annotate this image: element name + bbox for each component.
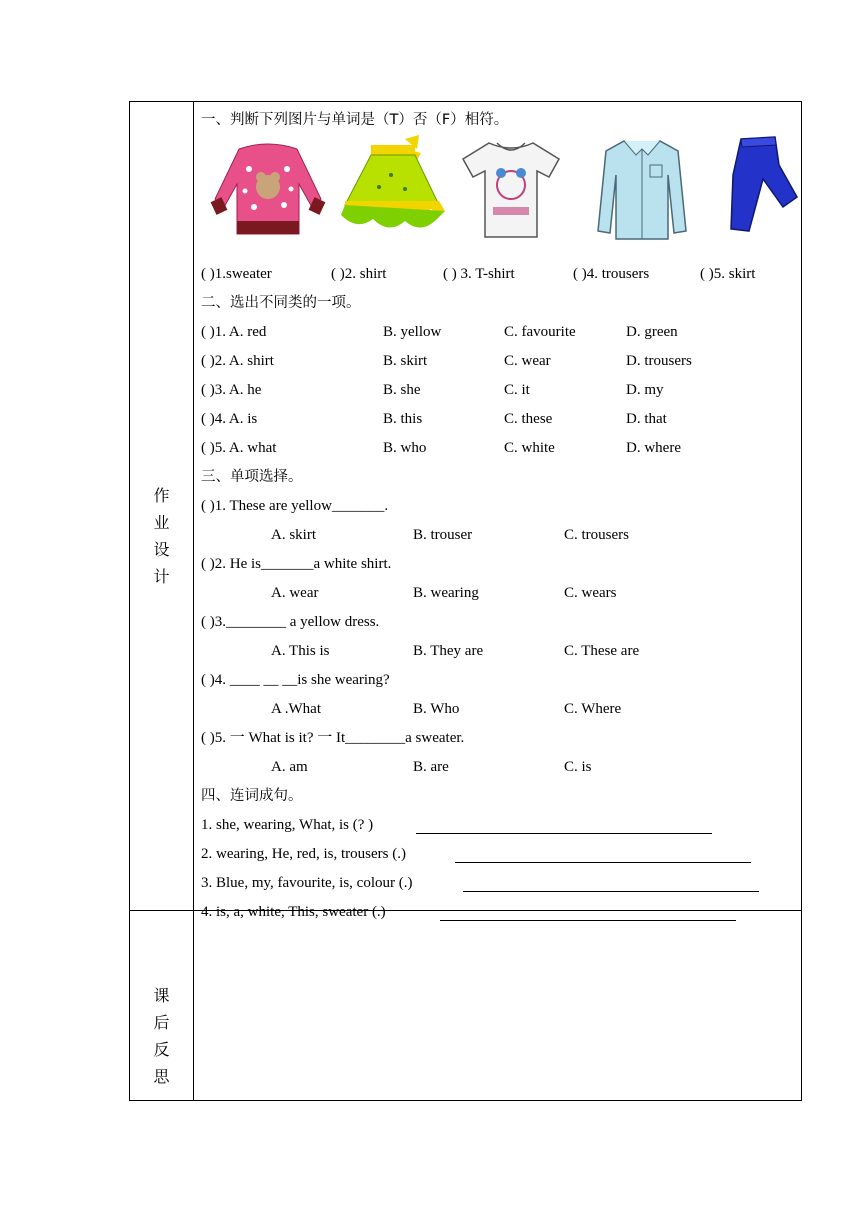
option-b[interactable]: B. trouser (413, 527, 473, 543)
odd-one-out-row (201, 376, 801, 405)
clothing-pictures (201, 135, 801, 260)
option-a[interactable]: A .What (271, 701, 321, 717)
answer-line-2[interactable] (455, 848, 751, 863)
option-c: C. it (504, 382, 530, 398)
homework-label: 作 业 设 计 (153, 486, 182, 586)
tf-item-2[interactable]: ( )2. shirt (331, 266, 387, 282)
option-b: B. this (383, 411, 423, 427)
question-number[interactable]: ( )3. A. he (201, 382, 262, 398)
answer-line-1[interactable] (416, 819, 712, 834)
option-d: D. that (626, 411, 667, 427)
choice-question[interactable]: ( )5. 一 What is it? 一 It________a sweater. (201, 730, 465, 746)
trousers-picture (719, 135, 801, 239)
answer-line-3[interactable] (463, 877, 759, 892)
odd-one-out-row (201, 434, 801, 463)
choice-options (201, 637, 801, 666)
shirt-picture (594, 135, 690, 241)
homework-content (201, 106, 801, 927)
option-c: C. favourite (504, 324, 576, 340)
skirt-picture (331, 135, 449, 239)
option-d: D. where (626, 440, 681, 456)
option-a[interactable]: A. am (271, 759, 308, 775)
worksheet-table (129, 101, 802, 1101)
option-c: C. white (504, 440, 555, 456)
reorder-item-3: 3. Blue, my, favourite, is, colour (.) (201, 869, 801, 898)
option-b: B. yellow (383, 324, 442, 340)
reorder-item-4: 4. is, a, white, This, sweater (.) (201, 898, 801, 927)
option-b[interactable]: B. are (413, 759, 449, 775)
option-c[interactable]: C. wears (564, 585, 617, 601)
t-shirt-picture (459, 137, 563, 241)
option-d: D. green (626, 324, 678, 340)
odd-one-out-row (201, 347, 801, 376)
choice-question[interactable]: ( )2. He is_______a white shirt. (201, 556, 392, 572)
option-b: B. who (383, 440, 427, 456)
choice-question[interactable]: ( )4. ____ __ __is she wearing? (201, 672, 390, 688)
question-number[interactable]: ( )1. A. red (201, 324, 267, 340)
question-number[interactable]: ( )4. A. is (201, 411, 258, 427)
tf-item-3[interactable]: ( ) 3. T-shirt (443, 266, 515, 282)
option-a[interactable]: A. skirt (271, 527, 316, 543)
option-b[interactable]: B. They are (413, 643, 484, 659)
choice-question[interactable]: ( )1. These are yellow_______. (201, 498, 389, 514)
tf-item-4[interactable]: ( )4. trousers (573, 266, 650, 282)
option-b[interactable]: B. wearing (413, 585, 479, 601)
option-c[interactable]: C. These are (564, 643, 640, 659)
odd-one-out-row (201, 318, 801, 347)
sweater-picture (209, 139, 327, 239)
section4-title: 四、连词成句。 (201, 788, 303, 804)
tf-item-1[interactable]: ( )1.sweater (201, 266, 272, 282)
option-c[interactable]: C. is (564, 759, 592, 775)
reorder-item-2: 2. wearing, He, red, is, trousers (.) (201, 840, 801, 869)
option-c: C. these (504, 411, 553, 427)
choice-options (201, 579, 801, 608)
reorder-item-1: 1. she, wearing, What, is (? ) (201, 811, 801, 840)
section2-title: 二、选出不同类的一项。 (201, 295, 361, 311)
section1-items (201, 260, 801, 289)
choice-options (201, 695, 801, 724)
option-d: D. trousers (626, 353, 692, 369)
option-a[interactable]: A. wear (271, 585, 319, 601)
choice-options (201, 753, 801, 782)
question-number[interactable]: ( )5. A. what (201, 440, 277, 456)
reflection-label: 课 后 反 思 (153, 986, 182, 1086)
question-number[interactable]: ( )2. A. shirt (201, 353, 274, 369)
choice-options (201, 521, 801, 550)
option-a[interactable]: A. This is (271, 643, 330, 659)
column-divider (193, 102, 194, 1100)
option-b: B. she (383, 382, 421, 398)
section3-title: 三、单项选择。 (201, 469, 303, 485)
option-d: D. my (626, 382, 664, 398)
option-c[interactable]: C. trousers (564, 527, 629, 543)
tf-item-5[interactable]: ( )5. skirt (700, 266, 756, 282)
answer-line-4[interactable] (440, 906, 736, 921)
option-c: C. wear (504, 353, 551, 369)
option-c[interactable]: C. Where (564, 701, 622, 717)
option-b: B. skirt (383, 353, 428, 369)
odd-one-out-row (201, 405, 801, 434)
choice-question[interactable]: ( )3.________ a yellow dress. (201, 614, 380, 630)
option-b[interactable]: B. Who (413, 701, 460, 717)
section1-title: 一、判断下列图片与单词是（T）否（F）相符。 (201, 112, 509, 128)
